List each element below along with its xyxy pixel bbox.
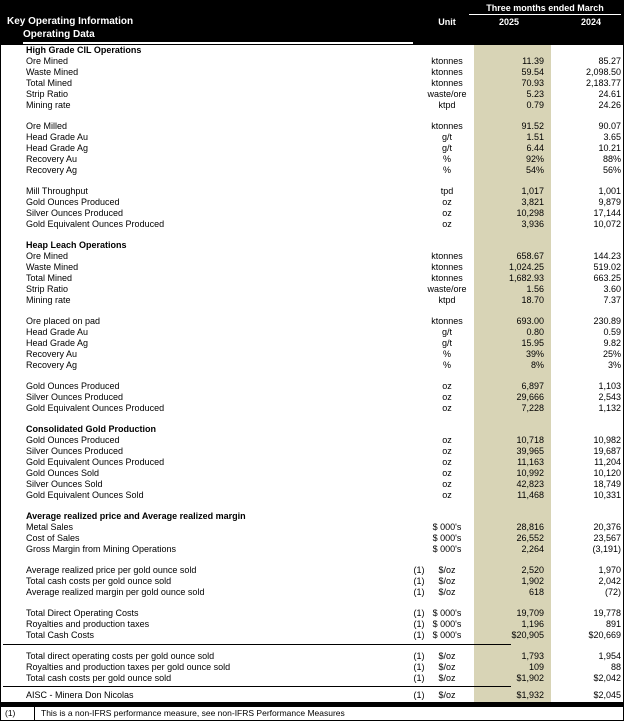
value-2024: 24.61 [598,89,621,99]
value-2025: 3,936 [521,219,544,229]
footnote-ref: (1) [413,565,425,575]
data-row [1,262,624,273]
row-label: Metal Sales [26,522,74,532]
value-2024: 20,376 [593,522,621,532]
row-label: Gold Equivalent Ounces Sold [26,490,144,500]
section-header-row [1,240,624,251]
value-2024: 11,204 [594,457,621,467]
value-2024: 1,001 [598,186,621,196]
report-header [1,1,624,45]
value-2025: 10,718 [516,435,544,445]
data-row [1,381,624,392]
value-2025: 18.70 [521,295,544,305]
row-label: Total Mined [26,273,73,283]
value-2024: 1,103 [598,381,621,391]
value-2025: 109 [528,662,544,672]
value-2024: 2,183.77 [585,78,621,88]
row-label: Royalties and production taxes [26,619,150,629]
value-2025: 92% [525,154,544,164]
value-2024: 25% [602,349,621,359]
unit-cell: waste/ore [427,89,467,99]
row-label: Waste Mined [26,262,79,272]
footnote-ref: (1) [413,587,425,597]
row-label: Gold Equivalent Ounces Produced [26,219,165,229]
unit-cell: % [442,154,451,164]
value-2024: 23,567 [593,533,621,543]
row-label: Head Grade Au [26,132,89,142]
footnote-ref: (1) [413,690,425,700]
section-header-row [1,511,624,522]
unit-cell: ktonnes [431,121,463,131]
row-label: Total cash costs per gold ounce sold [26,673,172,683]
data-row [1,67,624,78]
value-2024: 0.59 [603,327,621,337]
row-label: Recovery Ag [26,165,78,175]
row-label: Mining rate [26,295,71,305]
data-row [1,619,624,630]
value-2025: 1,793 [521,651,544,661]
value-2025: 1.51 [526,132,544,142]
unit-cell: $/oz [438,576,456,586]
row-label: Silver Ounces Produced [26,392,124,402]
footnote-ref: (1) [413,651,425,661]
row-label: Total direct operating costs per gold ounce sold [26,651,215,661]
value-2024: 3.60 [603,284,621,294]
unit-cell: oz [442,490,452,500]
value-2024: 2,543 [598,392,621,402]
unit-cell: oz [442,435,452,445]
unit-cell: $/oz [438,587,456,597]
footnote-ref: (1) [413,576,425,586]
value-2024: 10,331 [593,490,621,500]
row-label: Consolidated Gold Production [26,424,156,434]
value-2025: 70.93 [521,78,544,88]
value-2025: 1,682.93 [508,273,544,283]
data-row [1,576,624,587]
value-2024: 2,042 [598,576,621,586]
footnote-text: This is a non-IFRS performance measure, see non-IFRS Performance Measures [41,708,345,718]
value-2024: 17,144 [593,208,621,218]
data-row [1,479,624,490]
unit-cell: oz [442,219,452,229]
data-row [1,457,624,468]
value-2025: 1,902 [521,576,544,586]
row-label: Royalties and production taxes per gold ounce sold [26,662,231,672]
data-row [1,251,624,262]
section-header-row [1,424,624,435]
row-label: Strip Ratio [26,89,69,99]
unit-cell: $ 000's [432,533,462,543]
row-gap [1,371,624,381]
data-row [1,338,624,349]
footnote-ref: (1) [413,673,425,683]
data-row [1,662,624,673]
value-2025: 59.54 [521,67,544,77]
value-2025: 1,017 [521,186,544,196]
row-label: Silver Ounces Produced [26,208,124,218]
value-2025: 26,552 [516,533,544,543]
data-row [1,565,624,576]
unit-cell: oz [442,381,452,391]
footnote-ref: (1) [413,630,425,640]
value-2024: 10,072 [593,219,621,229]
row-label: High Grade CIL Operations [26,45,142,55]
value-2024: 90.07 [598,121,621,131]
value-2025: 5.23 [526,89,544,99]
value-2024: 88 [610,662,621,672]
value-2025: 39% [525,349,544,359]
value-2024: 3.65 [603,132,621,142]
row-label: Mill Throughput [26,186,88,196]
row-label: Gold Equivalent Ounces Produced [26,457,165,467]
unit-cell: oz [442,392,452,402]
value-2025: 1,024.25 [508,262,544,272]
data-row [1,608,624,619]
row-label: Head Grade Ag [26,338,89,348]
unit-cell: ktpd [438,100,456,110]
row-label: Recovery Ag [26,360,78,370]
row-label: Average realized price per gold ounce sold [26,565,197,575]
row-label: Recovery Au [26,349,78,359]
unit-cell: oz [442,446,452,456]
value-2025: 54% [525,165,544,175]
data-row [1,587,624,598]
unit-cell: tpd [440,186,454,196]
data-row [1,544,624,555]
unit-cell: oz [442,468,452,478]
data-row [1,690,624,701]
unit-cell: $ 000's [432,544,462,554]
unit-cell: ktonnes [431,273,463,283]
footnote-ref: (1) [413,619,425,629]
row-label: Gold Ounces Produced [26,381,120,391]
row-label: Gold Equivalent Ounces Produced [26,403,165,413]
row-label: Total Cash Costs [26,630,95,640]
value-2024: 10,120 [593,468,621,478]
value-2024: 19,687 [593,446,621,456]
row-label: Silver Ounces Produced [26,446,124,456]
value-2024: 10.21 [598,143,621,153]
footnote-marker: (1) [5,708,16,718]
unit-cell: $ 000's [432,522,462,532]
row-gap [1,111,624,121]
value-2024: 19,778 [593,608,621,618]
value-2025: 2,520 [521,565,544,575]
value-2025: $1,932 [516,690,544,700]
value-2024: 2,098.50 [585,67,621,77]
data-row [1,219,624,230]
data-row [1,316,624,327]
value-2025: 618 [528,587,544,597]
value-2025: 6.44 [526,143,544,153]
value-2024: $2,042 [593,673,621,683]
data-row [1,468,624,479]
unit-cell: $/oz [438,673,456,683]
row-gap [1,501,624,511]
report-title: Key Operating Information [7,16,134,27]
row-gap [1,598,624,608]
row-label: Total Mined [26,78,73,88]
value-2025: 19,709 [516,608,544,618]
value-2025: 15.95 [521,338,544,348]
data-row [1,197,624,208]
footnote-ref: (1) [413,662,425,672]
row-label: Strip Ratio [26,284,69,294]
row-label: Ore Mined [26,56,69,66]
value-2025: 11,163 [517,457,544,467]
value-2025: 28,816 [516,522,544,532]
value-2025: 11,468 [517,490,544,500]
unit-cell: ktonnes [431,251,463,261]
value-2024: 85.27 [598,56,621,66]
unit-cell: oz [442,479,452,489]
value-2024: 1,970 [598,565,621,575]
data-row [1,208,624,219]
value-2025: 693.00 [516,316,544,326]
row-label: Ore Mined [26,251,69,261]
unit-cell: oz [442,208,452,218]
data-row [1,132,624,143]
row-label: Waste Mined [26,67,79,77]
unit-cell: waste/ore [427,284,467,294]
unit-column-header: Unit [438,17,456,27]
value-2025: 10,298 [516,208,544,218]
value-2024: 88% [602,154,621,164]
data-row [1,673,624,684]
data-row [1,392,624,403]
subtotal-rule [3,644,511,645]
value-2025: 8% [530,360,544,370]
row-label: AISC - Minera Don Nicolas [26,690,134,700]
data-row [1,360,624,371]
row-label: Gold Ounces Sold [26,468,100,478]
data-row [1,154,624,165]
unit-cell: oz [442,197,452,207]
footnote-ref: (1) [413,608,425,618]
value-2025: 0.79 [526,100,544,110]
value-2024: 663.25 [593,273,621,283]
row-label: Gold Ounces Produced [26,435,120,445]
row-label: Head Grade Ag [26,143,89,153]
data-row [1,121,624,132]
row-label: Ore Milled [26,121,68,131]
row-label: Gold Ounces Produced [26,197,120,207]
data-row [1,435,624,446]
row-gap [1,176,624,186]
value-2024: 519.02 [593,262,621,272]
data-row [1,186,624,197]
row-gap [1,230,624,240]
period-header: Three months ended March [469,3,621,15]
data-row [1,165,624,176]
value-2024: 1,132 [598,403,621,413]
value-2024: 9.82 [603,338,621,348]
footnote-bar [1,707,624,721]
unit-cell: g/t [441,338,452,348]
value-2025: 1,196 [521,619,544,629]
value-2025: 6,897 [521,381,544,391]
unit-cell: % [442,165,451,175]
value-2025: 29,666 [516,392,544,402]
unit-cell: g/t [441,143,452,153]
data-row [1,284,624,295]
value-2024: 3% [607,360,621,370]
value-2025: 7,228 [521,403,544,413]
value-2024: 18,749 [593,479,621,489]
unit-cell: $/oz [438,565,456,575]
data-row [1,78,624,89]
unit-cell: $/oz [438,662,456,672]
value-2025: 2,264 [521,544,544,554]
data-row [1,446,624,457]
footnote-divider [34,707,35,721]
value-2024: (72) [604,587,621,597]
value-2025: $20,905 [511,630,544,640]
value-2025: 0.80 [526,327,544,337]
data-row [1,56,624,67]
value-2024: 56% [602,165,621,175]
row-gap [1,641,624,651]
unit-cell: $ 000's [432,608,462,618]
data-row [1,143,624,154]
row-label: Head Grade Au [26,327,89,337]
row-label: Total Direct Operating Costs [26,608,139,618]
row-label: Average realized margin per gold ounce sold [26,587,205,597]
value-2025: 91.52 [521,121,544,131]
row-label: Total cash costs per gold ounce sold [26,576,172,586]
value-2024: 230.89 [593,316,621,326]
data-row [1,403,624,414]
unit-cell: ktonnes [431,67,463,77]
row-label: Heap Leach Operations [26,240,127,250]
value-2025: 10,992 [516,468,544,478]
unit-cell: ktonnes [431,56,463,66]
value-2024: 24.26 [598,100,621,110]
row-label: Gross Margin from Mining Operations [26,544,177,554]
value-2024: 9,879 [598,197,621,207]
table-body [1,45,624,701]
value-2025: $1,902 [516,673,544,683]
unit-cell: $/oz [438,690,456,700]
value-2025: 39,965 [516,446,544,456]
value-2024: 7.37 [603,295,621,305]
unit-cell: oz [442,457,452,467]
unit-cell: $ 000's [432,619,462,629]
value-2025: 1.56 [526,284,544,294]
row-label: Silver Ounces Sold [26,479,103,489]
row-gap [1,414,624,424]
value-2024: $2,045 [593,690,621,700]
row-label: Average realized price and Average realized margin [26,511,246,521]
row-gap [1,555,624,565]
unit-cell: ktpd [438,295,456,305]
data-row [1,273,624,284]
value-2025: 42,823 [516,479,544,489]
unit-cell: % [442,360,451,370]
unit-cell: % [442,349,451,359]
data-row [1,89,624,100]
row-label: Ore placed on pad [26,316,101,326]
value-2024: 144.23 [593,251,621,261]
data-row [1,522,624,533]
value-2025: 3,821 [521,197,544,207]
unit-cell: ktonnes [431,262,463,272]
unit-cell: ktonnes [431,316,463,326]
data-row [1,327,624,338]
subtotal-rule [3,686,511,687]
data-row [1,651,624,662]
unit-cell: g/t [441,132,452,142]
unit-cell: oz [442,403,452,413]
row-label: Mining rate [26,100,71,110]
data-row [1,349,624,360]
value-2024: 10,982 [593,435,621,445]
unit-cell: $/oz [438,651,456,661]
unit-cell: ktonnes [431,78,463,88]
value-2025: 11.39 [522,56,544,66]
report-subtitle: Operating Data [23,29,413,44]
unit-cell: $ 000's [432,630,462,640]
value-2025: 658.67 [516,251,544,261]
data-row [1,490,624,501]
value-2024: $20,669 [588,630,621,640]
data-row [1,100,624,111]
data-row [1,533,624,544]
value-2024: 1,954 [598,651,621,661]
value-2024: (3,191) [592,544,621,554]
row-label: Cost of Sales [26,533,80,543]
value-2024: 891 [605,619,621,629]
unit-cell: g/t [441,327,452,337]
section-header-row [1,45,624,56]
data-row [1,630,624,641]
year-2025-header: 2025 [498,17,520,27]
row-gap [1,306,624,316]
row-label: Recovery Au [26,154,78,164]
data-row [1,295,624,306]
year-2024-header: 2024 [580,17,602,27]
